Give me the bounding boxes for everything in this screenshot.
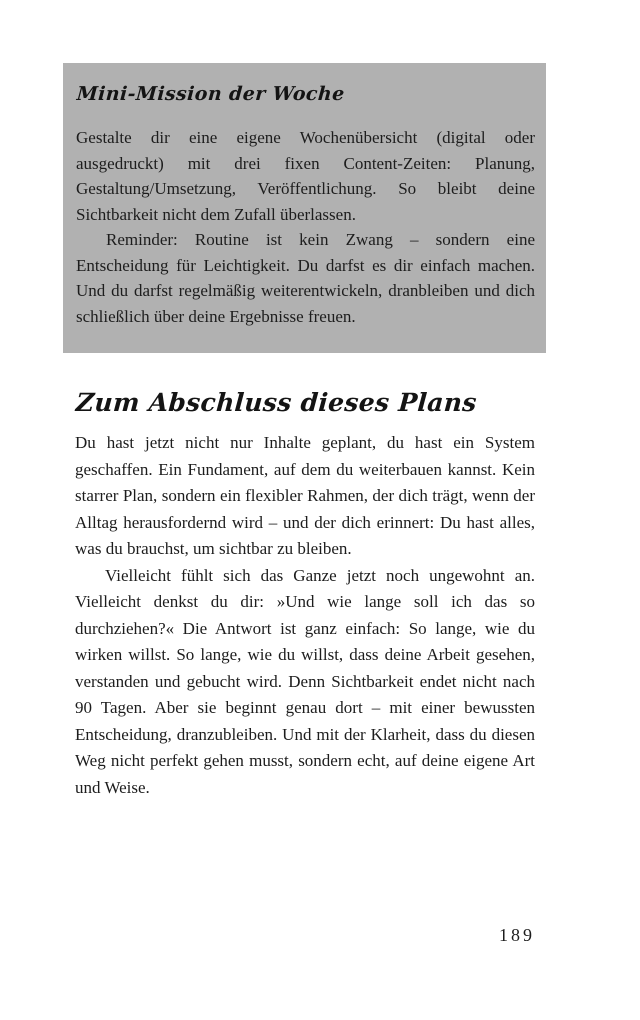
mission-box-body — [76, 125, 535, 329]
mission-box-heading: Mini-Mission der Woche — [76, 83, 346, 105]
page-number: 189 — [499, 925, 535, 945]
section-body — [75, 430, 535, 801]
mission-box-paragraph: Reminder: Routine ist kein Zwang – sondern eine Entscheidung für Leichtigkeit. Du darfst es dir einfach machen. Und du darfst regelmäßig weiterentwickeln, dranbleiben und dich schließlich über deine Ergebnisse freuen. — [76, 230, 535, 326]
mission-box — [63, 63, 546, 353]
section-heading: Zum Abschluss dieses Plans — [75, 388, 478, 417]
section-paragraph: Du hast jetzt nicht nur Inhalte geplant, du hast ein System geschaffen. Ein Fundament, auf dem du weiterbauen kannst. Kein starrer Plan, sondern ein flexibler Rahmen, der dich trägt, wenn der Alltag herausfordernd wird – und der dich erinnert: Du hast alles, was du brauchst, um sichtbar zu bleiben. — [75, 433, 535, 558]
mission-box-paragraph: Gestalte dir eine eigene Wochenübersicht (digital oder ausgedruckt) mit drei fixen Content-Zeiten: Planung, Gestaltung/Umsetzung, Veröffentlichung. So bleibt deine Sichtbarkeit nicht dem Zufall überlassen. — [76, 128, 535, 224]
section-paragraph: Vielleicht fühlt sich das Ganze jetzt noch ungewohnt an. Vielleicht denkst du dir: »Und wie lange soll ich das so durchziehen?« Die Antwort ist ganz einfach: So lange, wie du wirken willst. So lange, wie du willst, dass deine Arbeit gesehen, verstanden und gebucht wird. Denn Sichtbarkeit endet nicht nach 90 Tagen. Aber sie beginnt genau dort – mit einer bewussten Entscheidung, dranzubleiben. Und mit der Klarheit, dass du diesen Weg nicht perfekt gehen musst, sondern echt, auf deine eigene Art und Weise. — [75, 565, 535, 797]
